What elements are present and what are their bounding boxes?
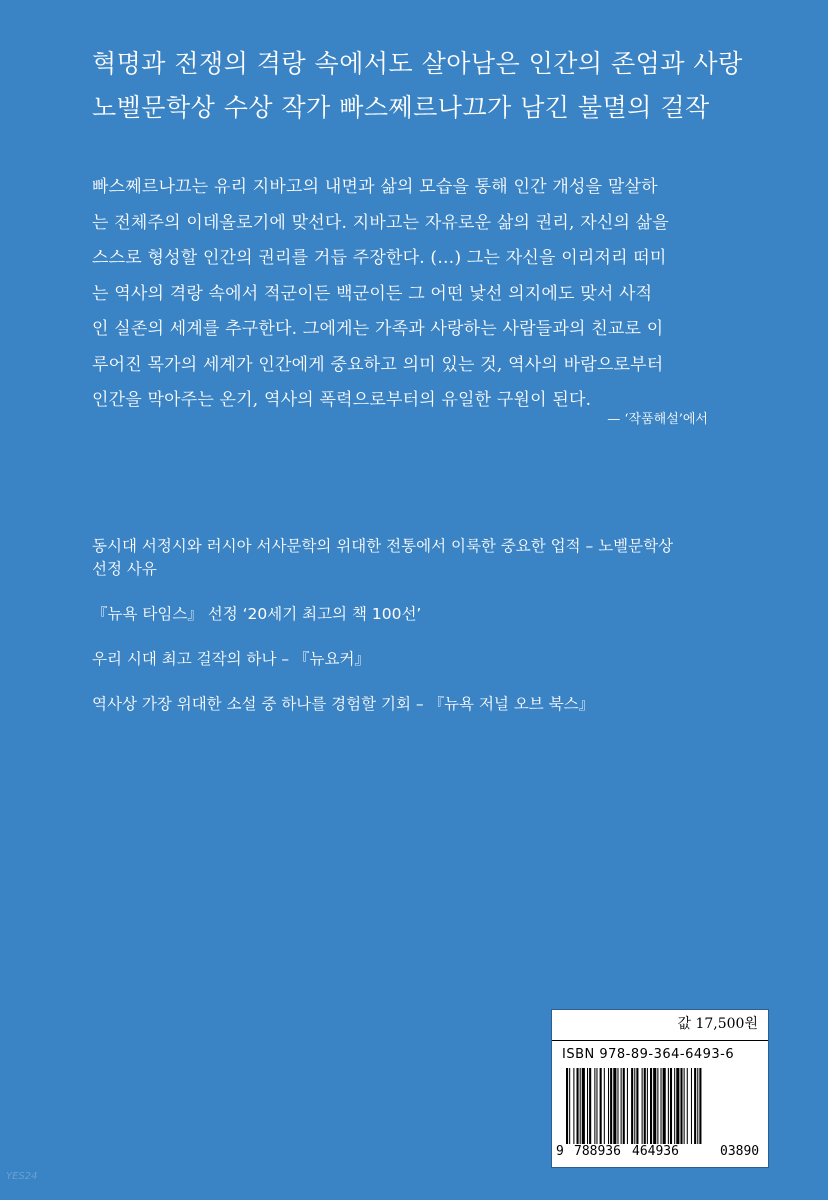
- barcode-bar: [670, 1068, 672, 1144]
- price-label: 값 17,500원: [677, 1016, 758, 1032]
- barcode-bar: [569, 1068, 570, 1144]
- quote-line: 선정 사유: [92, 560, 157, 578]
- watermark: YES24: [6, 1171, 38, 1182]
- barcode-bar: [680, 1068, 682, 1144]
- price-divider: [552, 1040, 768, 1041]
- quote-line: 역사상 가장 위대한 소설 중 하나를 경험할 기회 – 『뉴욕 저널 오브 북스』: [92, 695, 595, 713]
- barcode-bar: [600, 1068, 602, 1144]
- barcode-bar: [627, 1068, 628, 1144]
- barcode-bar: [644, 1068, 646, 1144]
- excerpt-line: 빠스쩨르나끄는 유리 지바고의 내면과 삶의 모습을 통해 인간 개성을 말살하: [92, 177, 658, 197]
- barcode-digit-group: 464936: [632, 1144, 679, 1159]
- barcode-bar: [589, 1068, 591, 1144]
- barcode-bar: [642, 1068, 643, 1144]
- barcode-bar: [663, 1068, 666, 1144]
- barcode-bar: [617, 1068, 618, 1144]
- quote-line: 우리 시대 최고 걸작의 하나 – 『뉴요커』: [92, 650, 370, 668]
- barcode-bar: [636, 1068, 638, 1144]
- barcode-bar: [653, 1068, 656, 1144]
- excerpt-line: 루어진 목가의 세계가 인간에게 중요하고 의미 있는 것, 역사의 바람으로부터: [92, 354, 664, 375]
- barcode-bar: [650, 1068, 652, 1144]
- barcode-bar: [610, 1068, 612, 1144]
- barcode-bar: [657, 1068, 658, 1144]
- excerpt-line: 인 실존의 세계를 추구한다. 그에게는 가족과 사랑하는 사람들과의 친교로 이: [92, 319, 664, 339]
- barcode-digit-group: 03890: [720, 1144, 760, 1159]
- barcode-bar: [594, 1068, 595, 1144]
- price-barcode-box: [551, 1009, 769, 1168]
- excerpt-attribution: — ‘작품해설’에서: [607, 412, 708, 427]
- headline-line-1: 혁명과 전쟁의 격랑 속에서도 살아남은 인간의 존엄과 사랑: [92, 49, 743, 78]
- barcode-bar: [687, 1068, 688, 1144]
- isbn-label: ISBN 978-89-364-6493-6: [562, 1047, 735, 1062]
- quote-nobel: [92, 535, 742, 581]
- barcode-bar: [684, 1068, 685, 1144]
- excerpt-line: 스스로 형성할 인간의 권리를 거듭 주장한다. (…) 그는 자신을 이리저리 떠미: [92, 248, 667, 268]
- barcode-bar: [580, 1068, 581, 1144]
- barcode-bar: [661, 1068, 662, 1144]
- barcode-bar: [631, 1068, 633, 1144]
- barcode-bar: [608, 1068, 609, 1144]
- headline: [92, 42, 742, 130]
- barcode-bar: [691, 1068, 692, 1144]
- barcode-bar: [582, 1068, 585, 1144]
- barcode-image: [564, 1068, 758, 1144]
- barcode-bar: [647, 1068, 648, 1144]
- quote-line: 동시대 서정시와 러시아 서사문학의 위대한 전통에서 이룩한 중요한 업적 – 노벨문학상: [92, 537, 674, 555]
- barcode-bar: [668, 1068, 669, 1144]
- barcode-bar: [676, 1068, 679, 1144]
- barcode-bar: [634, 1068, 635, 1144]
- barcode-bar: [697, 1068, 698, 1144]
- barcode-bar: [623, 1068, 625, 1144]
- review-quotes: [92, 535, 742, 738]
- excerpt-line: 는 전체주의 이데올로기에 맞선다. 지바고는 자유로운 삶의 권리, 자신의 삶을: [92, 212, 669, 233]
- excerpt-line: 는 역사의 격랑 속에서 적군이든 백군이든 그 어떤 낯선 의지에도 맞서 사적: [92, 283, 653, 304]
- quote-new-york-journal-of-books: [92, 693, 742, 716]
- barcode-bar: [566, 1068, 568, 1144]
- quote-new-york-times: [92, 603, 742, 626]
- barcode-bar: [694, 1068, 696, 1144]
- barcode-bar: [596, 1068, 597, 1144]
- barcode-bar: [674, 1068, 675, 1144]
- barcode-bar: [699, 1068, 701, 1144]
- barcode-bar: [613, 1068, 616, 1144]
- barcode-digit-group: 9: [556, 1144, 564, 1159]
- barcode-digit-group: 788936: [574, 1144, 621, 1159]
- headline-line-2: 노벨문학상 수상 작가 빠스쩨르나끄가 남긴 불멸의 걸작: [92, 93, 710, 122]
- barcode-bar: [573, 1068, 574, 1144]
- barcode-bar: [577, 1068, 579, 1144]
- excerpt-paragraph: [92, 170, 728, 419]
- quote-new-yorker: [92, 648, 742, 671]
- quote-line: 『뉴욕 타임스』 선정 ‘20세기 최고의 책 100선’: [92, 605, 422, 623]
- barcode-bar: [621, 1068, 622, 1144]
- barcode-bar: [604, 1068, 605, 1144]
- barcode-bar: [587, 1068, 588, 1144]
- excerpt-line: 인간을 막아주는 온기, 역사의 폭력으로부터의 유일한 구원이 된다.: [92, 390, 592, 410]
